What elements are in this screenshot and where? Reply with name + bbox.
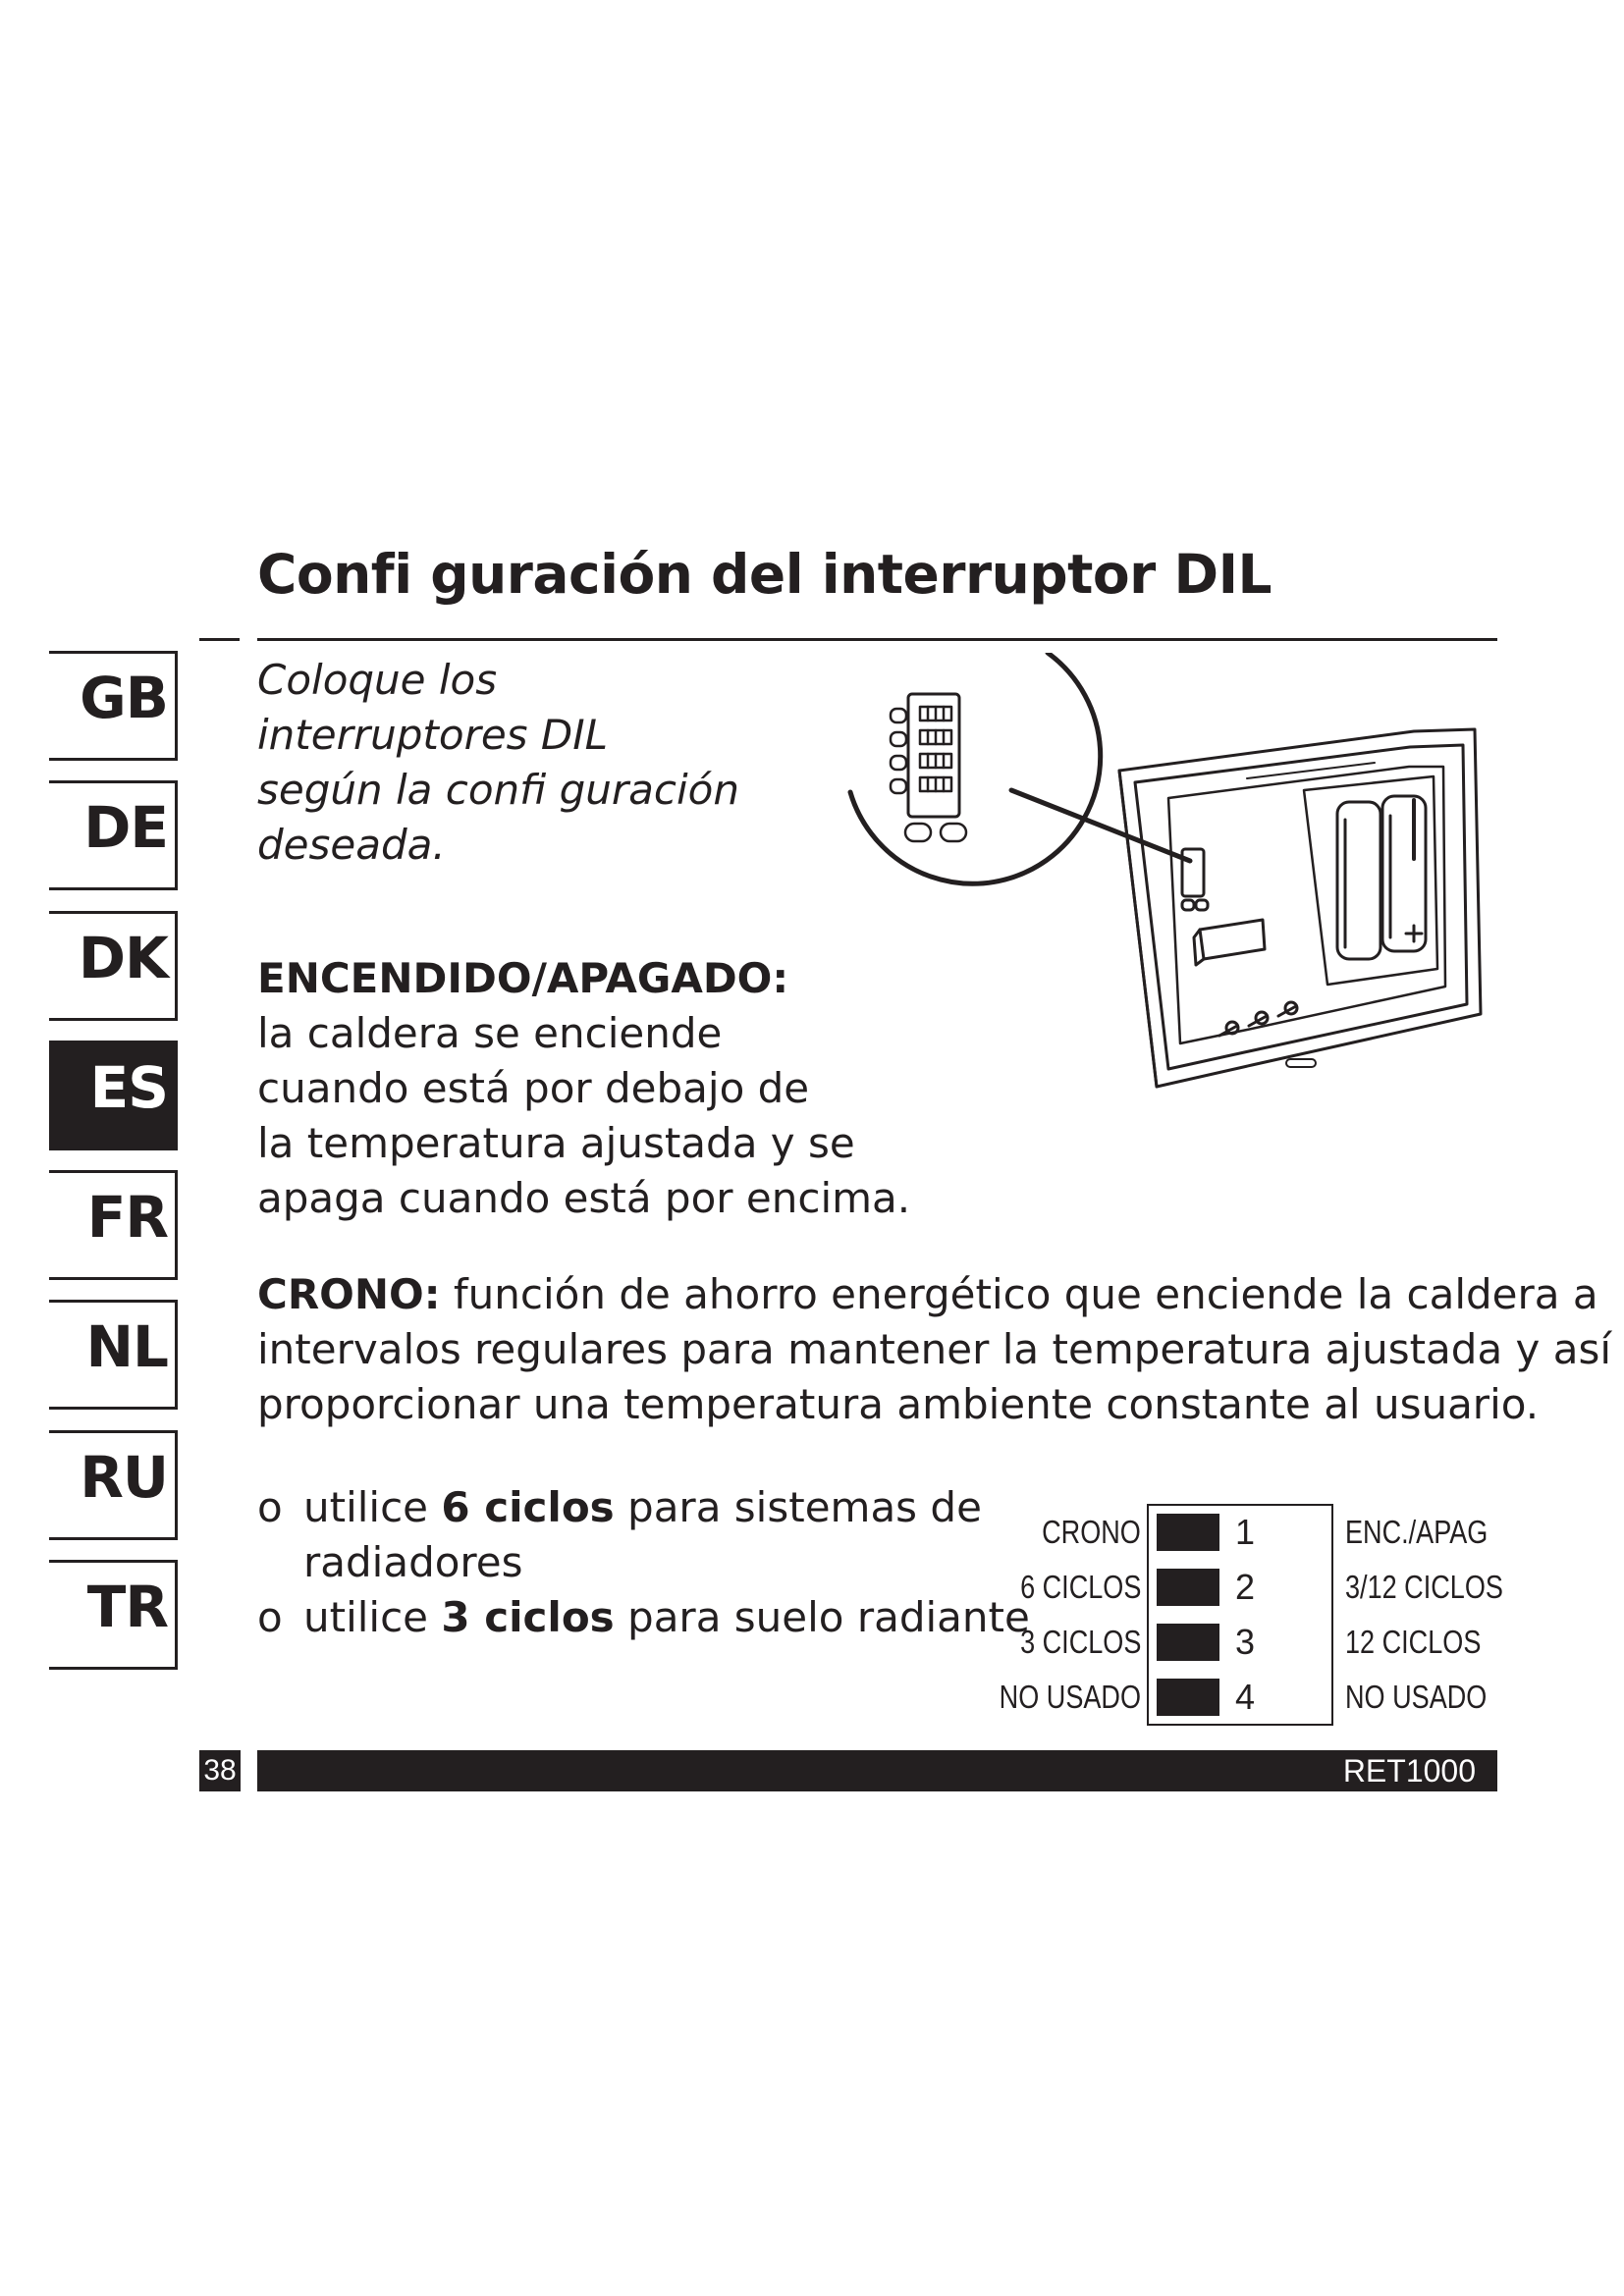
bullet-text: para suelo radiante — [614, 1593, 1030, 1641]
dip-left-label: CRONO — [1042, 1514, 1141, 1550]
lang-tab-es[interactable] — [49, 1041, 178, 1150]
lang-tab-label: DE — [83, 794, 168, 861]
lang-tab-label: TR — [86, 1574, 168, 1640]
dip-number: 3 — [1235, 1622, 1256, 1662]
onoff-section — [257, 951, 910, 1226]
bullet-text: radiadores — [303, 1538, 523, 1586]
lang-tab-fr[interactable] — [49, 1170, 178, 1280]
lang-tab-ru[interactable] — [49, 1430, 178, 1540]
dip-right-label: 3/12 CICLOS — [1345, 1569, 1503, 1605]
bullet-marker: o — [257, 1483, 283, 1531]
dip-switch-table — [1001, 1502, 1502, 1728]
dip-right-label: ENC./APAG — [1345, 1514, 1489, 1550]
dip-right-label: NO USADO — [1345, 1679, 1488, 1715]
dip-row — [1001, 1620, 1502, 1669]
lang-tab-dk[interactable] — [49, 911, 178, 1021]
onoff-line: la temperatura ajustada y se — [257, 1119, 855, 1167]
intro-line: interruptores DIL — [257, 711, 609, 759]
bullet-marker: o — [257, 1593, 283, 1641]
thermostat-housing — [1119, 729, 1481, 1087]
crono-text: proporcionar una temperatura ambiente constante al usuario. — [257, 1380, 1540, 1428]
page-number: 38 — [199, 1750, 241, 1791]
list-item-continuation — [257, 1535, 1030, 1590]
onoff-line: cuando está por debajo de — [257, 1064, 810, 1112]
dip-row — [1001, 1510, 1502, 1559]
onoff-heading: ENCENDIDO/APAGADO: — [257, 954, 789, 1002]
dip-left-label: 3 CICLOS — [1019, 1624, 1141, 1660]
dip-switch[interactable] — [1157, 1624, 1219, 1661]
list-item — [257, 1590, 1030, 1645]
dip-row — [1001, 1675, 1502, 1724]
lang-tab-label: NL — [85, 1313, 168, 1380]
dip-left-label: 6 CICLOS — [1019, 1569, 1141, 1605]
dip-row — [1001, 1565, 1502, 1614]
bullet-bold: 3 ciclos — [441, 1593, 615, 1641]
cycle-list — [257, 1480, 1030, 1645]
dip-left-label: NO USADO — [999, 1679, 1141, 1715]
onoff-line: apaga cuando está por encima. — [257, 1174, 911, 1222]
page-title: Confi guración del interruptor DIL — [257, 543, 1272, 606]
lang-tab-tr[interactable] — [49, 1560, 178, 1670]
dip-number: 4 — [1235, 1677, 1256, 1717]
onoff-line: la caldera se enciende — [257, 1009, 723, 1057]
dip-switch[interactable] — [1157, 1679, 1219, 1716]
pointer-line — [1011, 790, 1190, 861]
lang-tab-nl[interactable] — [49, 1300, 178, 1410]
dip-number: 1 — [1235, 1512, 1256, 1552]
intro-paragraph — [257, 653, 739, 873]
thermostat-illustration — [825, 653, 1502, 1163]
bullet-text: utilice — [303, 1593, 442, 1641]
lang-tab-label: FR — [86, 1184, 168, 1251]
bullet-text: utilice — [303, 1483, 442, 1531]
dip-number: 2 — [1235, 1567, 1256, 1607]
lang-tab-label: GB — [80, 665, 168, 731]
list-item — [257, 1480, 1030, 1535]
dip-right-label: 12 CICLOS — [1345, 1624, 1482, 1660]
bullet-bold: 6 ciclos — [441, 1483, 615, 1531]
footer-bar — [257, 1750, 1497, 1791]
intro-line: deseada. — [257, 821, 446, 869]
crono-text: función de ahorro energético que enciende la caldera a — [440, 1270, 1598, 1318]
lang-tab-label: RU — [80, 1444, 168, 1511]
dip-switch[interactable] — [1157, 1514, 1219, 1551]
crono-label: CRONO: — [257, 1270, 441, 1318]
lang-tab-gb[interactable] — [49, 651, 178, 761]
crono-text: intervalos regulares para mantener la temperatura ajustada y así — [257, 1325, 1612, 1373]
crono-section — [257, 1267, 1611, 1432]
model-name: RET1000 — [1342, 1753, 1476, 1789]
dip-switch-closeup — [850, 653, 1101, 883]
dip-switch[interactable] — [1157, 1569, 1219, 1606]
bullet-text: para sistemas de — [614, 1483, 982, 1531]
lang-tab-label: ES — [89, 1054, 168, 1121]
intro-line: según la confi guración — [257, 766, 739, 814]
title-rule-short — [199, 638, 240, 641]
intro-line: Coloque los — [257, 656, 498, 704]
lang-tab-de[interactable] — [49, 780, 178, 890]
title-rule — [257, 638, 1497, 641]
lang-tab-label: DK — [78, 925, 168, 991]
